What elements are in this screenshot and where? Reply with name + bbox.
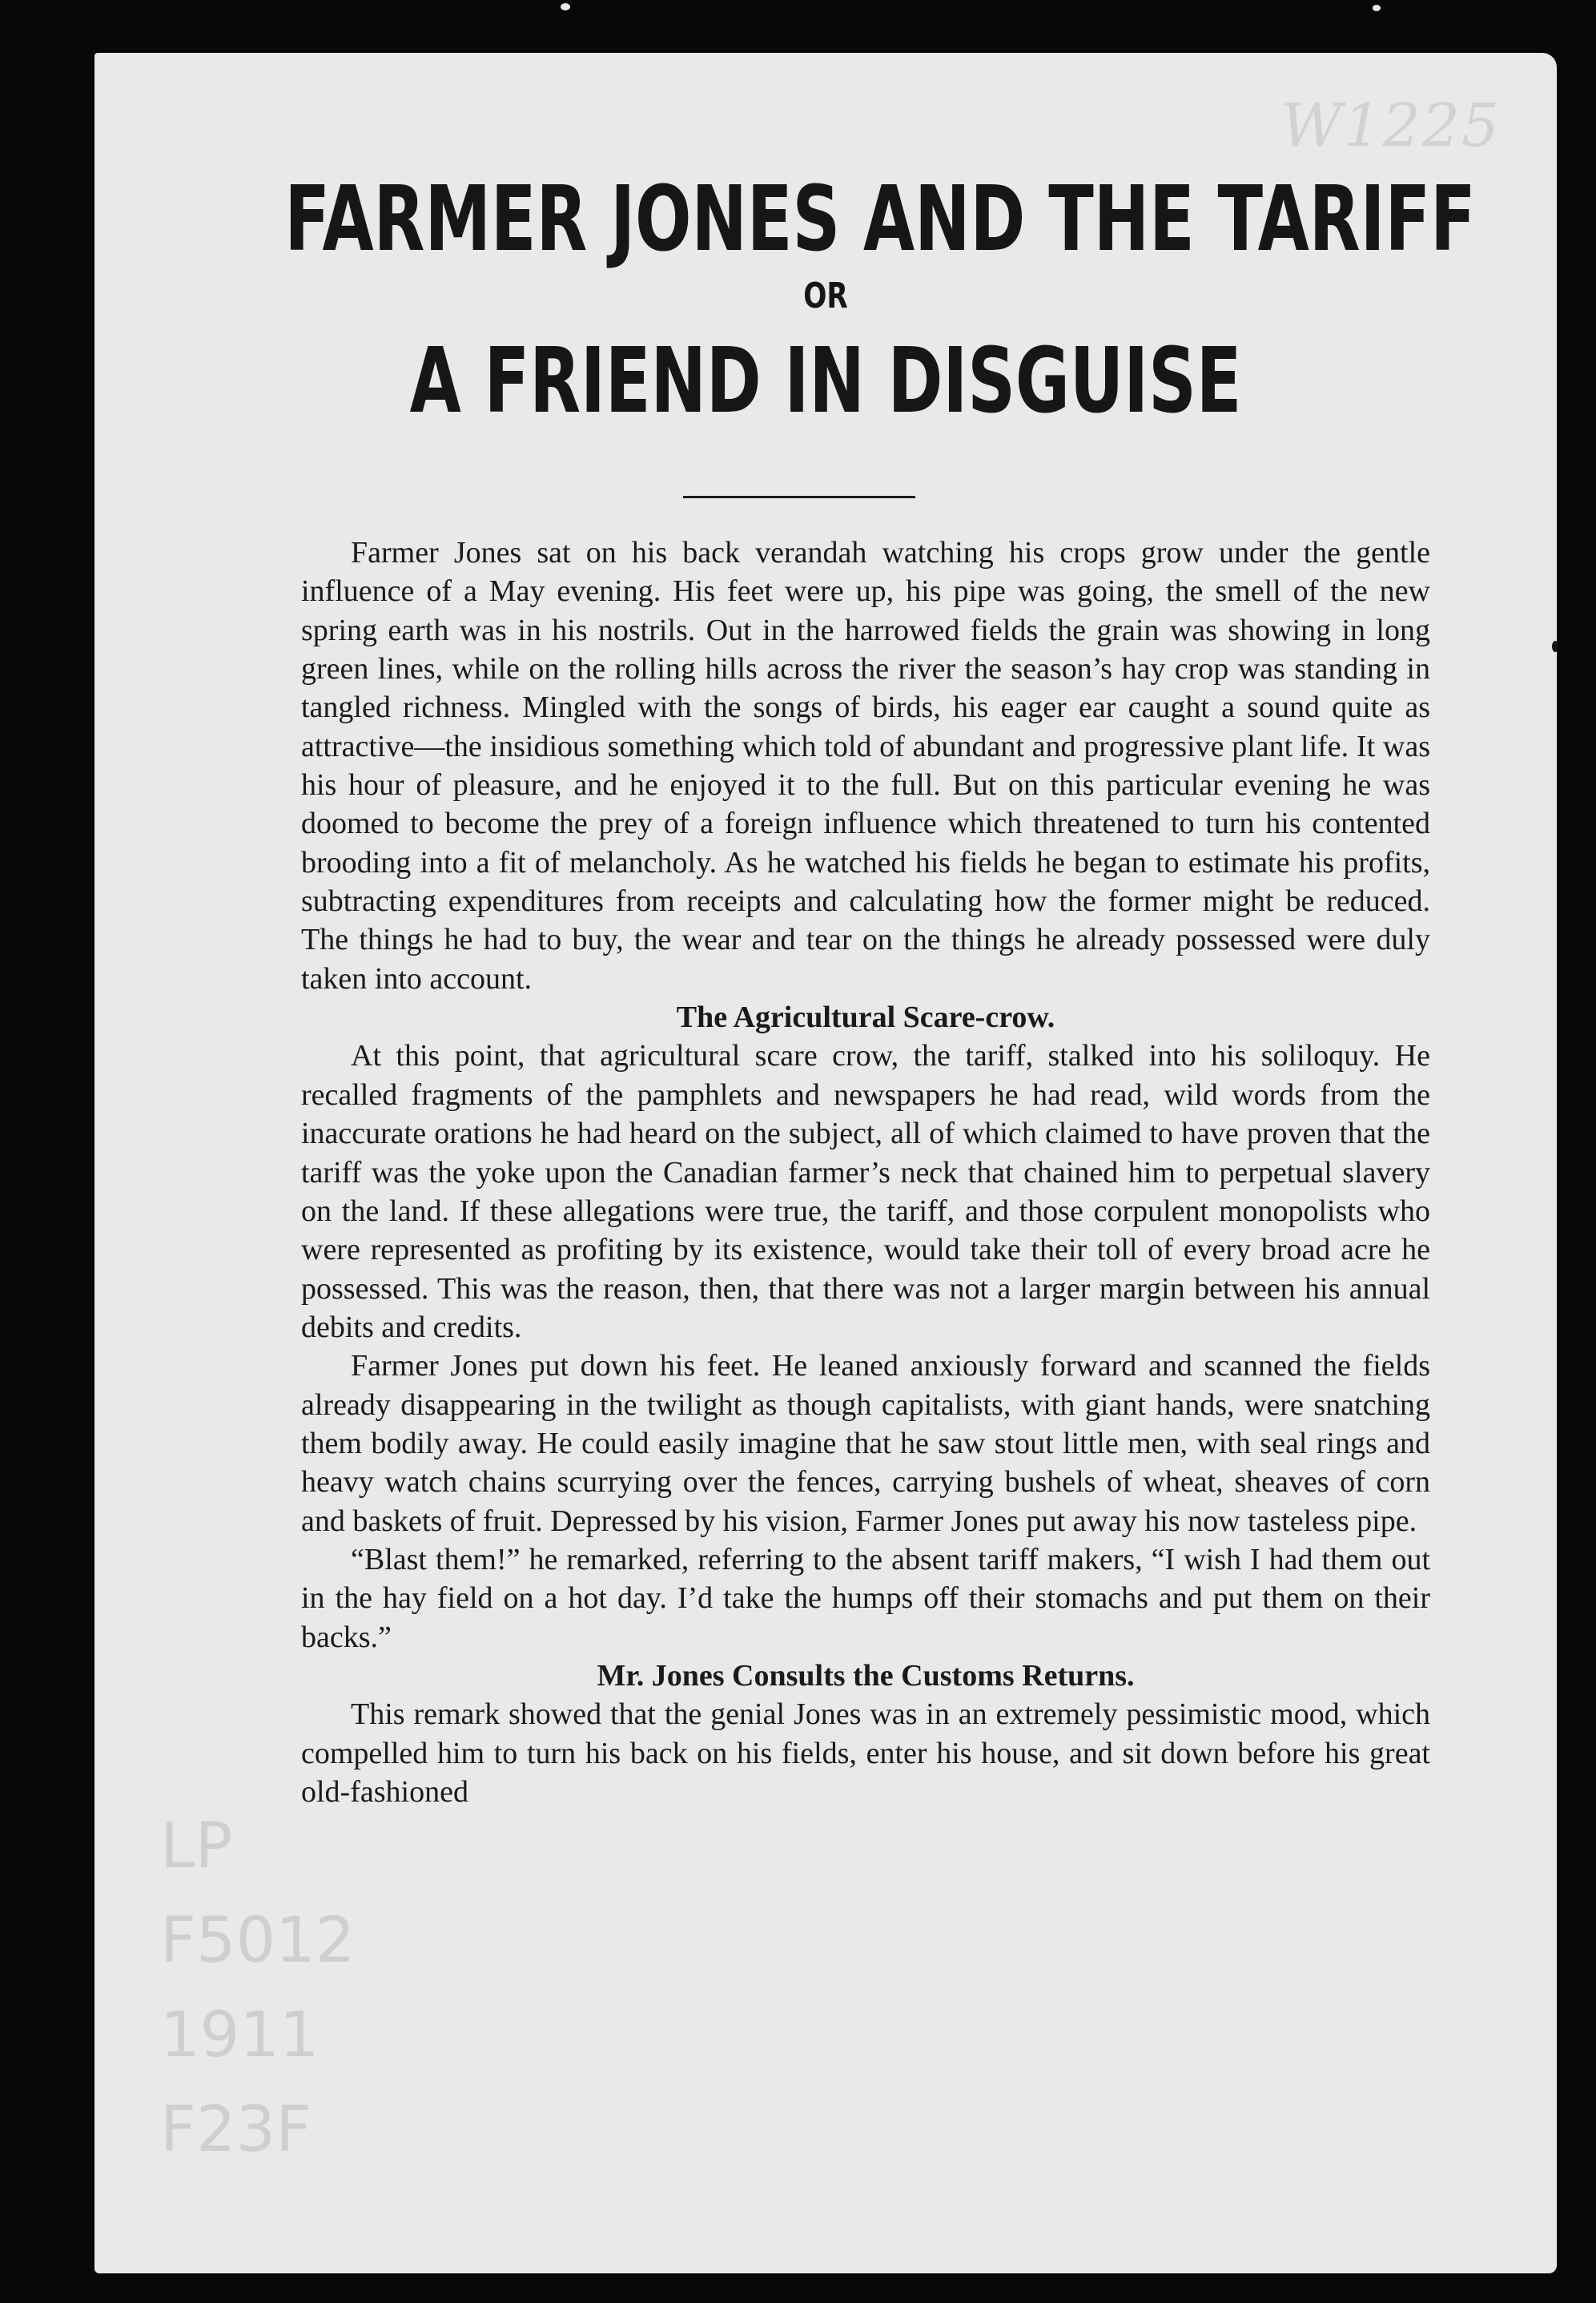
article-body (301, 533, 1430, 1811)
pencil-archive-code: W1225 (1280, 91, 1501, 160)
call-number-line: F23F (160, 2094, 312, 2166)
title-divider (683, 496, 915, 498)
paragraph-continued: This remark showed that the genial Jones was in an extremely pessimistic mood, which compelled him to turn his back on his fields, enter his house, and sit down before his great old-fashioned (301, 1697, 1430, 1809)
title-connector: OR (803, 276, 848, 316)
paragraph: At this point, that agricultural scare crow, the tariff, stalked into his soliloquy. He recalled fragments of the pamphlets and newspapers he had read, wild words from the inaccurate orations he had heard on the subject, all of which claimed to have proven that the tariff was the yoke upon the Canadian farmer’s neck that chained him to perpetual slavery on the land. If these allegations were true, the tariff, and those corpulent monopolists who were represented as profiting by its existence, would take their toll of every broad acre he possessed. This was the reason, then, that there was not a larger margin between his annual debits and credits. (301, 1039, 1430, 1344)
pencil-call-number (160, 1799, 356, 2177)
paragraph: Farmer Jones put down his feet. He leaned anxiously forward and scanned the fields already disappearing in the twilight as though capitalists, with giant hands, were snatching them bodily away. He could easily imagine that he saw stout little men, with seal rings and heavy watch chains scurrying over the fences, carrying bushels of wheat, sheaves of corn and baskets of fruit. Depressed by his vision, Farmer Jones put away his now tasteless pipe. (301, 1349, 1430, 1538)
call-number-line: 1911 (160, 1999, 320, 2071)
section-heading: Mr. Jones Consults the Customs Returns. (597, 1658, 1135, 1693)
scan-speck (1373, 5, 1381, 11)
scan-speck (1552, 641, 1558, 652)
printed-page (94, 53, 1557, 2273)
document-title: FARMER JONES AND THE TARIFF (284, 167, 1476, 272)
scan-speck (561, 3, 570, 10)
section-heading: The Agricultural Scare-crow. (676, 1001, 1055, 1035)
paragraph: “Blast them!” he remarked, referring to the absent tariff makers, “I wish I had them out in the hay field on a hot day. I’d take the humps off their stomachs and put them on their backs.” (301, 1542, 1430, 1654)
document-subtitle: A FRIEND IN DISGUISE (409, 329, 1242, 433)
call-number-line: F5012 (160, 1905, 356, 1977)
call-number-line: LP (160, 1810, 233, 1882)
paragraph: Farmer Jones sat on his back verandah watching his crops grow under the gentle influence of a May evening. His feet were up, his pipe was going, the smell of the new spring earth was in his nostrils. Out in the harrowed fields the grain was showing in long green lines, while on the rolling hills across the river the season’s hay crop was standing in tangled richness. Mingled with the songs of birds, his eager ear caught a sound quite as attractive—the insidious something which told of abundant and progressive plant life. It was his hour of pleasure, and he enjoyed it to the full. But on this particular evening he was doomed to become the prey of a foreign influence which threatened to turn his contented brooding into a fit of melancholy. As he watched his fields he began to estimate his profits, subtracting expenditures from receipts and calculating how the former might be reduced. The things he had to buy, the wear and tear on the things he already possessed were duly taken into account. (301, 536, 1430, 996)
